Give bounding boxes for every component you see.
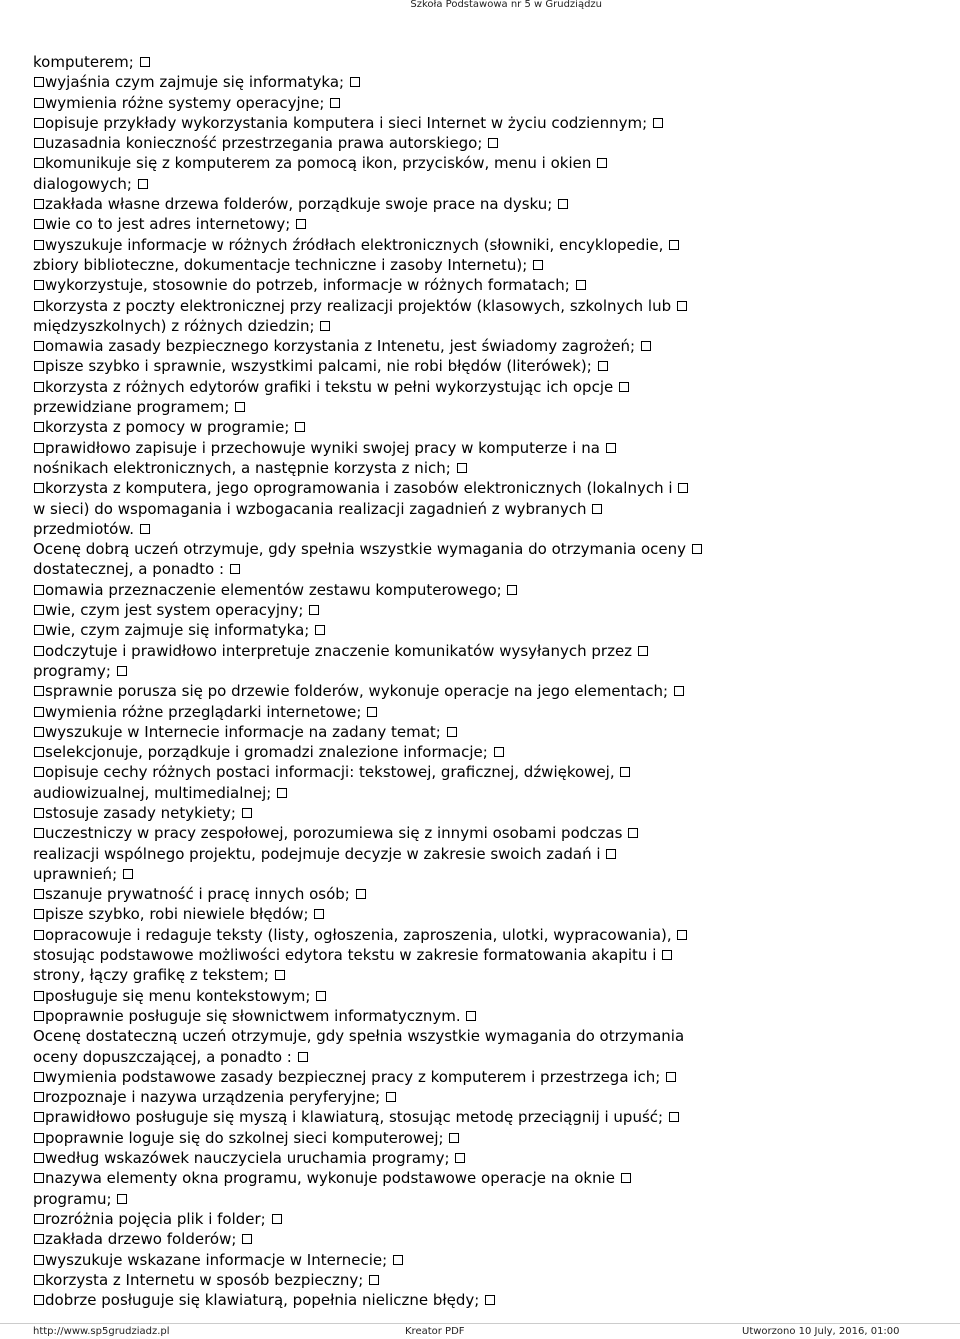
line-text: wyszukuje wskazane informacje w Internecie; <box>45 1250 388 1269</box>
checkbox-glyph-icon <box>598 361 608 371</box>
text-line <box>33 945 933 965</box>
text-line <box>33 965 933 985</box>
checkbox-glyph-icon <box>369 1275 379 1285</box>
line-text: międzyszkolnych) z różnych dziedzin; <box>33 316 315 335</box>
line-text: wykorzystuje, stosownie do potrzeb, informacje w różnych formatach; <box>45 276 570 295</box>
checkbox-glyph-icon <box>242 808 252 818</box>
line-text: wyszukuje informacje w różnych źródłach elektronicznych (słowniki, encyklopedie, <box>45 235 664 254</box>
text-line <box>33 72 933 92</box>
checkbox-glyph-icon <box>330 98 340 108</box>
checkbox-glyph-icon <box>316 991 326 1001</box>
line-text: audiowizualnej, multimedialnej; <box>33 783 272 802</box>
checkbox-glyph-icon <box>123 869 133 879</box>
text-line <box>33 133 933 153</box>
checkbox-glyph-icon <box>34 1255 44 1265</box>
line-text: wie, czym zajmuje się informatyka; <box>45 621 310 640</box>
checkbox-glyph-icon <box>34 422 44 432</box>
text-line <box>33 1168 933 1188</box>
checkbox-glyph-icon <box>576 280 586 290</box>
text-line <box>33 519 933 539</box>
text-line <box>33 539 933 559</box>
checkbox-glyph-icon <box>34 138 44 148</box>
checkbox-glyph-icon <box>34 707 44 717</box>
checkbox-glyph-icon <box>533 260 543 270</box>
checkbox-glyph-icon <box>34 1112 44 1122</box>
checkbox-glyph-icon <box>34 280 44 290</box>
checkbox-glyph-icon <box>34 828 44 838</box>
checkbox-glyph-icon <box>34 1234 44 1244</box>
checkbox-glyph-icon <box>34 727 44 737</box>
text-line <box>33 275 933 295</box>
checkbox-glyph-icon <box>34 808 44 818</box>
checkbox-glyph-icon <box>272 1214 282 1224</box>
checkbox-glyph-icon <box>140 524 150 534</box>
checkbox-glyph-icon <box>666 1072 676 1082</box>
text-line <box>33 153 933 173</box>
text-line <box>33 904 933 924</box>
checkbox-glyph-icon <box>677 301 687 311</box>
checkbox-glyph-icon <box>34 686 44 696</box>
text-line <box>33 884 933 904</box>
checkbox-glyph-icon <box>34 767 44 777</box>
checkbox-glyph-icon <box>669 1112 679 1122</box>
line-text: programu; <box>33 1189 112 1208</box>
text-line <box>33 1067 933 1087</box>
line-text: Ocenę dobrą uczeń otrzymuje, gdy spełnia wszystkie wymagania do otrzymania oceny <box>33 540 687 559</box>
line-text: wyszukuje w Internecie informacje na zadany temat; <box>45 722 441 741</box>
line-text: opisuje przykłady wykorzystania komputera i sieci Internet w życiu codziennym; <box>45 113 648 132</box>
line-text: stosując podstawowe możliwości edytora tekstu w zakresie formatowania akapitu i <box>33 946 657 965</box>
checkbox-glyph-icon <box>34 443 44 453</box>
checkbox-glyph-icon <box>34 301 44 311</box>
text-line <box>33 844 933 864</box>
checkbox-glyph-icon <box>455 1153 465 1163</box>
checkbox-glyph-icon <box>117 1194 127 1204</box>
line-text: sprawnie porusza się po drzewie folderów, wykonuje operacje na jego elementach; <box>45 682 669 701</box>
checkbox-glyph-icon <box>34 1133 44 1143</box>
checkbox-glyph-icon <box>494 747 504 757</box>
checkbox-glyph-icon <box>638 646 648 656</box>
text-line <box>33 783 933 803</box>
text-line <box>33 864 933 884</box>
line-text: dostatecznej, a ponadto : <box>33 560 225 579</box>
checkbox-glyph-icon <box>309 605 319 615</box>
text-line <box>33 1229 933 1249</box>
checkbox-glyph-icon <box>34 341 44 351</box>
checkbox-glyph-icon <box>34 382 44 392</box>
checkbox-glyph-icon <box>298 1052 308 1062</box>
checkbox-glyph-icon <box>34 240 44 250</box>
line-text: w sieci) do wspomagania i wzbogacania realizacji zagadnień z wybranych <box>33 499 587 518</box>
text-line <box>33 194 933 214</box>
text-line <box>33 702 933 722</box>
line-text: według wskazówek nauczyciela uruchamia programy; <box>45 1149 450 1168</box>
checkbox-glyph-icon <box>466 1011 476 1021</box>
text-line <box>33 762 933 782</box>
line-text: komputerem; <box>33 53 134 71</box>
text-line <box>33 93 933 113</box>
checkbox-glyph-icon <box>34 1214 44 1224</box>
checkbox-glyph-icon <box>386 1092 396 1102</box>
checkbox-glyph-icon <box>34 747 44 757</box>
footer-created: Utworzono 10 July, 2016, 01:00 <box>742 1326 900 1337</box>
footer-url[interactable]: http://www.sp5grudziadz.pl <box>33 1326 170 1337</box>
text-line <box>33 1006 933 1026</box>
line-text: nazywa elementy okna programu, wykonuje podstawowe operacje na oknie <box>45 1169 615 1188</box>
line-text: korzysta z pomocy w programie; <box>45 418 290 437</box>
checkbox-glyph-icon <box>34 77 44 87</box>
checkbox-glyph-icon <box>34 1011 44 1021</box>
line-text: pisze szybko, robi niewiele błędów; <box>45 905 309 924</box>
checkbox-glyph-icon <box>34 199 44 209</box>
text-line <box>33 377 933 397</box>
line-text: programy; <box>33 661 111 680</box>
checkbox-glyph-icon <box>235 402 245 412</box>
checkbox-glyph-icon <box>34 1295 44 1305</box>
line-text: prawidłowo posługuje się myszą i klawiaturą, stosując metodę przeciągnij i upuść; <box>45 1108 664 1127</box>
text-line <box>33 1209 933 1229</box>
checkbox-glyph-icon <box>34 361 44 371</box>
checkbox-glyph-icon <box>449 1133 459 1143</box>
text-line <box>33 925 933 945</box>
line-text: korzysta z komputera, jego oprogramowania i zasobów elektronicznych (lokalnych i <box>45 479 673 498</box>
text-line <box>33 823 933 843</box>
line-text: korzysta z poczty elektronicznej przy realizacji projektów (klasowych, szkolnych lub <box>45 296 672 315</box>
checkbox-glyph-icon <box>628 828 638 838</box>
checkbox-glyph-icon <box>34 605 44 615</box>
checkbox-glyph-icon <box>315 625 325 635</box>
text-line <box>33 1189 933 1209</box>
text-line <box>33 1128 933 1148</box>
text-line <box>33 1290 933 1310</box>
checkbox-glyph-icon <box>34 991 44 1001</box>
checkbox-glyph-icon <box>230 564 240 574</box>
checkbox-glyph-icon <box>669 240 679 250</box>
line-text: Ocenę dostateczną uczeń otrzymuje, gdy spełnia wszystkie wymagania do otrzymania <box>33 1027 685 1046</box>
text-line <box>33 1107 933 1127</box>
line-text: przewidziane programem; <box>33 398 230 417</box>
checkbox-glyph-icon <box>34 889 44 899</box>
checkbox-glyph-icon <box>606 849 616 859</box>
checkbox-glyph-icon <box>34 585 44 595</box>
line-text: opisuje cechy różnych postaci informacji: tekstowej, graficznej, dźwiękowej, <box>45 763 615 782</box>
checkbox-glyph-icon <box>34 646 44 656</box>
line-text: przedmiotów. <box>33 519 134 538</box>
text-line <box>33 722 933 742</box>
line-text: poprawnie loguje się do szkolnej sieci komputerowej; <box>45 1128 444 1147</box>
checkbox-glyph-icon <box>277 788 287 798</box>
checkbox-glyph-icon <box>558 199 568 209</box>
text-line <box>33 600 933 620</box>
text-line <box>33 1148 933 1168</box>
text-line <box>33 641 933 661</box>
text-line <box>33 356 933 376</box>
text-line <box>33 397 933 417</box>
checkbox-glyph-icon <box>678 483 688 493</box>
text-line <box>33 478 933 498</box>
text-line <box>33 336 933 356</box>
checkbox-glyph-icon <box>674 686 684 696</box>
text-line <box>33 559 933 579</box>
checkbox-glyph-icon <box>606 443 616 453</box>
line-text: dialogowych; <box>33 174 132 193</box>
line-text: zakłada własne drzewa folderów, porządkuje swoje prace na dysku; <box>45 195 553 214</box>
text-line <box>33 742 933 762</box>
checkbox-glyph-icon <box>393 1255 403 1265</box>
page-footer <box>0 1323 960 1339</box>
line-text: wyjaśnia czym zajmuje się informatyka; <box>45 73 345 92</box>
document-body <box>33 52 933 1310</box>
line-text: posługuje się menu kontekstowym; <box>45 986 311 1005</box>
checkbox-glyph-icon <box>34 483 44 493</box>
line-text: uczestniczy w pracy zespołowej, porozumiewa się z innymi osobami podczas <box>45 824 623 843</box>
checkbox-glyph-icon <box>485 1295 495 1305</box>
checkbox-glyph-icon <box>34 98 44 108</box>
line-text: korzysta z różnych edytorów grafiki i tekstu w pełni wykorzystując ich opcje <box>45 377 614 396</box>
line-text: poprawnie posługuje się słownictwem informatycznym. <box>45 1006 461 1025</box>
checkbox-glyph-icon <box>692 544 702 554</box>
text-line <box>33 174 933 194</box>
text-line <box>33 1270 933 1290</box>
checkbox-glyph-icon <box>34 1092 44 1102</box>
line-text: realizacji wspólnego projektu, podejmuje decyzje w zakresie swoich zadań i <box>33 844 601 863</box>
checkbox-glyph-icon <box>34 1153 44 1163</box>
checkbox-glyph-icon <box>488 138 498 148</box>
text-line <box>33 113 933 133</box>
line-text: opracowuje i redaguje teksty (listy, ogłoszenia, zaproszenia, ulotki, wypracowania), <box>45 925 672 944</box>
checkbox-glyph-icon <box>34 158 44 168</box>
line-text: nośnikach elektronicznych, a następnie korzysta z nich; <box>33 458 451 477</box>
text-line <box>33 316 933 336</box>
checkbox-glyph-icon <box>34 1173 44 1183</box>
checkbox-glyph-icon <box>242 1234 252 1244</box>
line-text: stosuje zasady netykiety; <box>45 803 236 822</box>
line-text: uprawnień; <box>33 864 118 883</box>
checkbox-glyph-icon <box>356 889 366 899</box>
line-text: rozróżnia pojęcia plik i folder; <box>45 1209 266 1228</box>
checkbox-glyph-icon <box>34 1072 44 1082</box>
line-text: uzasadnia konieczność przestrzegania prawa autorskiego; <box>45 134 483 153</box>
text-line <box>33 986 933 1006</box>
line-text: wymienia różne przeglądarki internetowe; <box>45 702 362 721</box>
line-text: komunikuje się z komputerem za pomocą ikon, przycisków, menu i okien <box>45 154 592 173</box>
checkbox-glyph-icon <box>138 179 148 189</box>
checkbox-glyph-icon <box>662 950 672 960</box>
line-text: zakłada drzewo folderów; <box>45 1230 237 1249</box>
checkbox-glyph-icon <box>653 118 663 128</box>
checkbox-glyph-icon <box>34 219 44 229</box>
checkbox-glyph-icon <box>117 666 127 676</box>
text-line <box>33 417 933 437</box>
checkbox-glyph-icon <box>34 909 44 919</box>
checkbox-glyph-icon <box>619 382 629 392</box>
text-line <box>33 661 933 681</box>
line-text: strony, łączy grafikę z tekstem; <box>33 966 269 985</box>
checkbox-glyph-icon <box>621 1173 631 1183</box>
page-header <box>0 0 960 12</box>
checkbox-glyph-icon <box>34 118 44 128</box>
line-text: rozpoznaje i nazywa urządzenia peryferyjne; <box>45 1088 381 1107</box>
text-line <box>33 1026 933 1046</box>
line-text: odczytuje i prawidłowo interpretuje znaczenie komunikatów wysyłanych przez <box>45 641 633 660</box>
line-text: korzysta z Internetu w sposób bezpieczny; <box>45 1270 364 1289</box>
checkbox-glyph-icon <box>597 158 607 168</box>
footer-tool: Kreator PDF <box>405 1326 465 1337</box>
line-text: wymienia różne systemy operacyjne; <box>45 93 325 112</box>
checkbox-glyph-icon <box>320 321 330 331</box>
checkbox-glyph-icon <box>367 707 377 717</box>
line-text: dobrze posługuje się klawiaturą, popełnia nieliczne błędy; <box>45 1291 480 1310</box>
text-line <box>33 458 933 478</box>
checkbox-glyph-icon <box>457 463 467 473</box>
line-text: prawidłowo zapisuje i przechowuje wyniki swojej pracy w komputerze i na <box>45 438 600 457</box>
checkbox-glyph-icon <box>350 77 360 87</box>
text-line <box>33 681 933 701</box>
checkbox-glyph-icon <box>507 585 517 595</box>
page-header-title: Szkoła Podstawowa nr 5 w Grudziądzu <box>410 0 602 10</box>
checkbox-glyph-icon <box>447 727 457 737</box>
text-line <box>33 214 933 234</box>
text-line <box>33 1047 933 1067</box>
line-text: selekcjonuje, porządkuje i gromadzi znalezione informacje; <box>45 743 488 762</box>
line-text: zbiory biblioteczne, dokumentacje techniczne i zasoby Internetu); <box>33 255 528 274</box>
text-line <box>33 1087 933 1107</box>
line-text: wymienia podstawowe zasady bezpiecznej pracy z komputerem i przestrzega ich; <box>45 1067 661 1086</box>
checkbox-glyph-icon <box>34 1275 44 1285</box>
line-text: pisze szybko i sprawnie, wszystkimi palcami, nie robi błędów (literówek); <box>45 357 592 376</box>
text-line <box>33 52 933 72</box>
checkbox-glyph-icon <box>620 767 630 777</box>
checkbox-glyph-icon <box>295 422 305 432</box>
checkbox-glyph-icon <box>275 970 285 980</box>
line-text: szanuje prywatność i pracę innych osób; <box>45 885 350 904</box>
checkbox-glyph-icon <box>34 930 44 940</box>
line-text: oceny dopuszczającej, a ponadto : <box>33 1047 292 1066</box>
text-line <box>33 235 933 255</box>
checkbox-glyph-icon <box>296 219 306 229</box>
text-line <box>33 438 933 458</box>
text-line <box>33 580 933 600</box>
text-line <box>33 255 933 275</box>
text-line <box>33 1250 933 1270</box>
checkbox-glyph-icon <box>641 341 651 351</box>
text-line <box>33 296 933 316</box>
line-text: wie, czym jest system operacyjny; <box>45 601 304 620</box>
line-text: omawia przeznaczenie elementów zestawu komputerowego; <box>45 580 502 599</box>
text-line <box>33 803 933 823</box>
checkbox-glyph-icon <box>34 625 44 635</box>
line-text: wie co to jest adres internetowy; <box>45 215 291 234</box>
checkbox-glyph-icon <box>314 909 324 919</box>
text-line <box>33 620 933 640</box>
line-text: omawia zasady bezpiecznego korzystania z Intenetu, jest świadomy zagrożeń; <box>45 337 636 356</box>
text-line <box>33 499 933 519</box>
checkbox-glyph-icon <box>140 57 150 67</box>
checkbox-glyph-icon <box>592 504 602 514</box>
checkbox-glyph-icon <box>677 930 687 940</box>
